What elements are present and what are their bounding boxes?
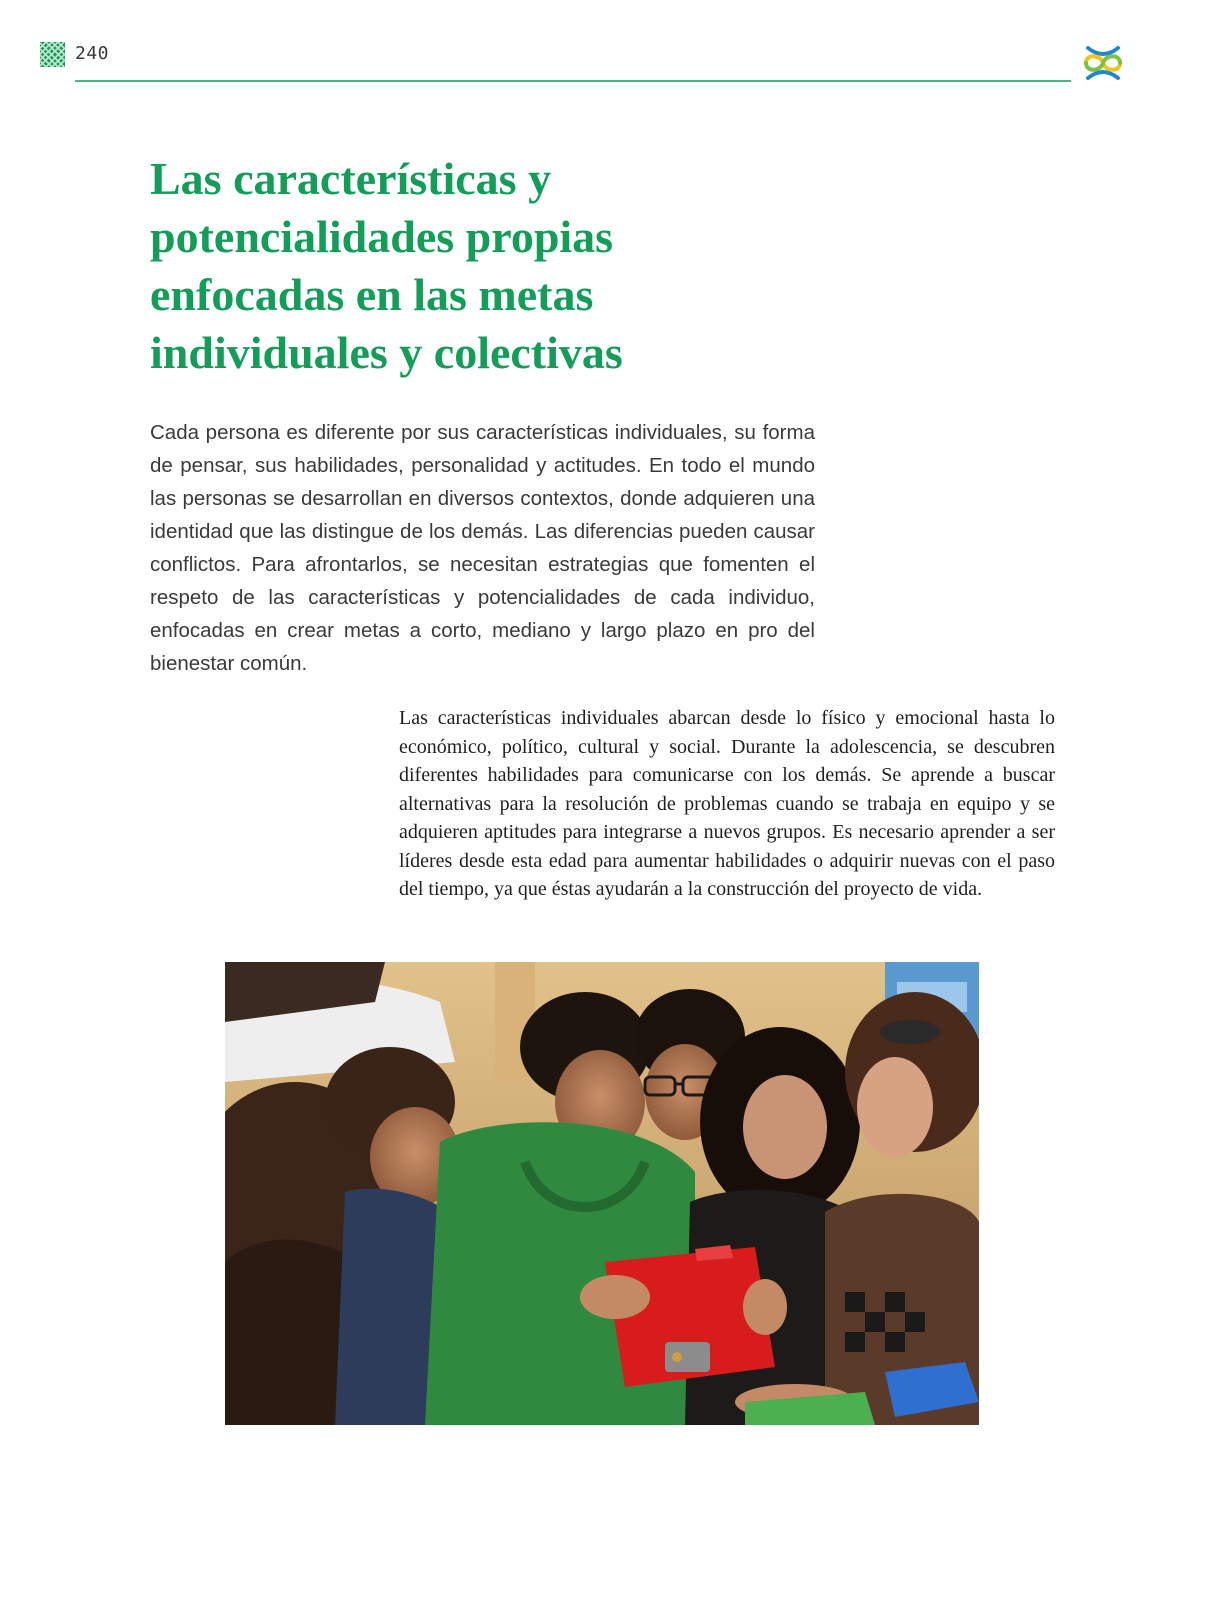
page-title [150, 150, 770, 382]
title-line: Las características y [150, 153, 552, 204]
header-rule [75, 80, 1071, 82]
page-number: 240 [75, 43, 110, 64]
title-line: potencialidades propias [150, 211, 614, 262]
green-pattern-emblem-icon [40, 42, 65, 67]
title-line: enfocadas en las metas [150, 269, 594, 320]
intro-paragraph: Cada persona es diferente por sus características individuales, su forma de pensar, sus habilidades, personalidad y actitudes. En todo el mundo las personas se desarrollan en diversos contextos, donde adquieren una identidad que las distingue de los demás. Las diferencias pueden causar conflictos. Para afrontarlos, se necesitan estrategias que fomenten el respeto de las características y potencialidades de cada individuo, enfocadas en crear metas a corto, mediano y largo plazo en pro del bienestar común. [150, 421, 815, 675]
body-paragraph: Las características individuales abarcan desde lo físico y emocional hasta lo económico, político, cultural y social. Durante la adolescencia, se descubren diferentes habilidades para comunicarse con los demás. Se aprende a buscar alternativas para la resolución de problemas cuando se trabaja en equipo y se adquieren aptitudes para integrarse a nuevos grupos. Es necesario aprender a ser líderes desde esta edad para aumentar habilidades o adquirir nuevas con el paso del tiempo, ya que éstas ayudarán a la construcción del proyecto de vida. [399, 707, 1055, 900]
title-line: individuales y colectivas [150, 327, 623, 378]
group-of-teenagers-around-red-folder-photo [225, 962, 979, 1425]
blue-yellow-knot-logo-icon [1080, 40, 1126, 86]
